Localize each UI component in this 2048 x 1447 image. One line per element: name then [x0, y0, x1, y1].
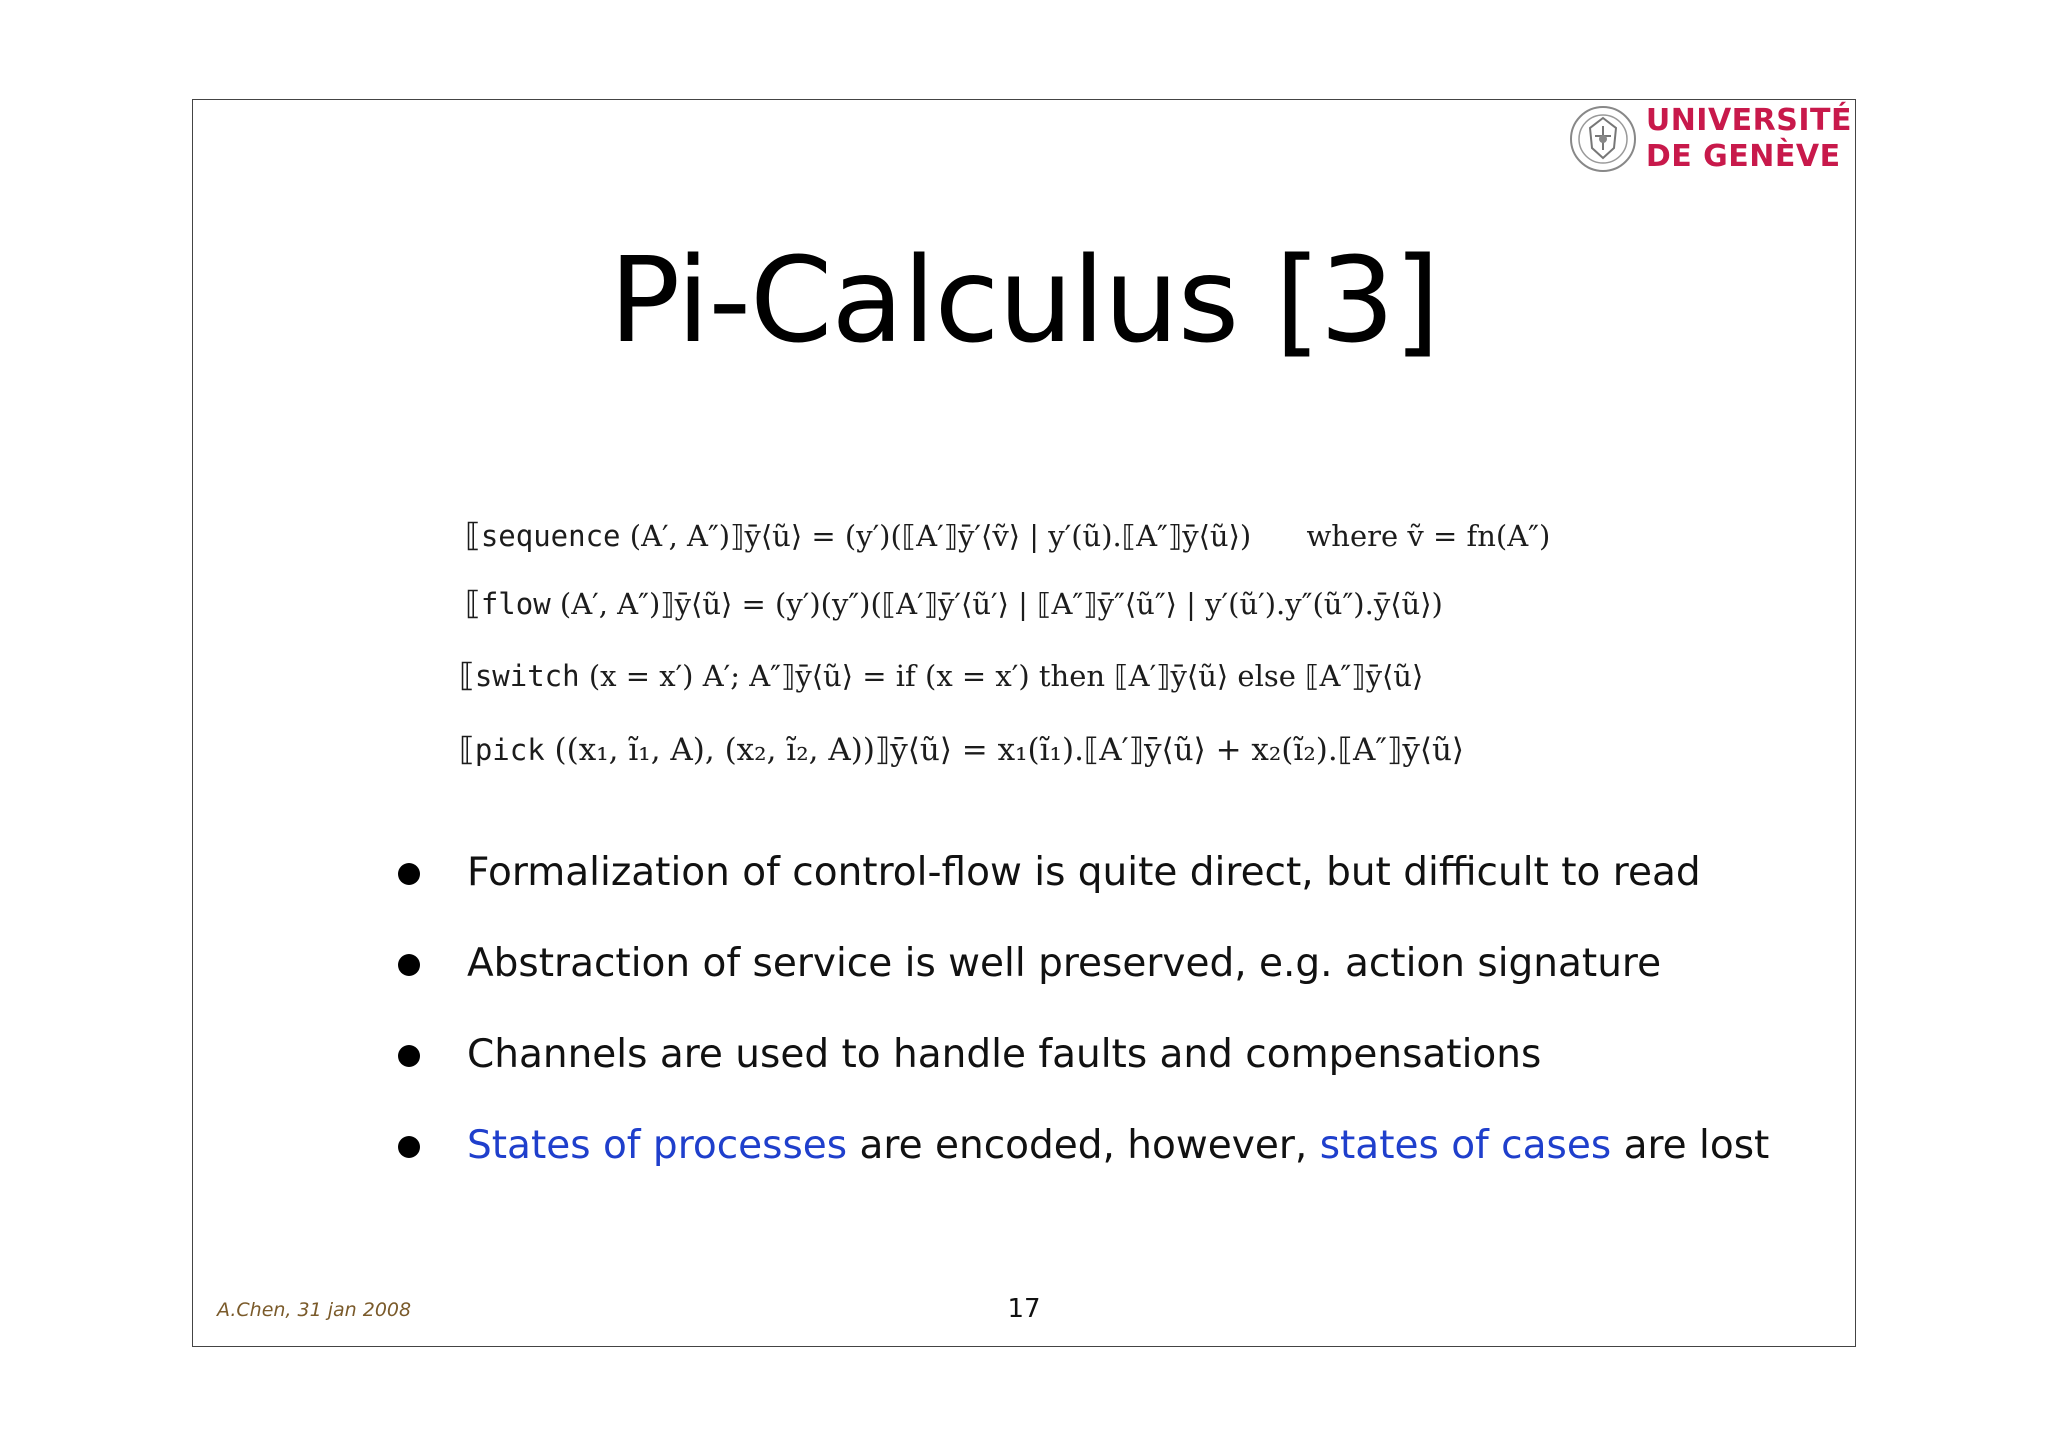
formula-body: (A′, A″)⟧ȳ⟨ũ⟩ = (y′)(y″)(⟦A′⟧ȳ′⟨ũ′⟩ | ⟦A″⟧ȳ″⟨ũ″⟩ | y′(ũ′).y″(ũ″).ȳ⟨ũ⟩) [559, 587, 1443, 621]
bullet-text-part: Formalization of control-flow is quite direct, but difficult to read [467, 850, 1701, 895]
formula-where: where ṽ = fn(A″) [1306, 519, 1551, 553]
bullet-text-part: are lost [1611, 1123, 1770, 1168]
bullet-text-part: are encoded, however, [847, 1123, 1320, 1168]
university-seal-icon [1568, 104, 1638, 174]
formula-flow: ⟦flow (A′, A″)⟧ȳ⟨ũ⟩ = (y′)(y″)(⟦A′⟧ȳ′⟨ũ′⟩ | ⟦A″⟧ȳ″⟨ũ″⟩ | y′(ũ′).y″(ũ″).ȳ⟨ũ⟩) [465, 584, 1443, 622]
slide [192, 99, 1856, 1347]
bullet-text [467, 1121, 1769, 1171]
bullet-item [398, 848, 1701, 939]
formula-sequence: ⟦sequence (A′, A″)⟧ȳ⟨ũ⟩ = (y′)(⟦A′⟧ȳ′⟨ṽ⟩ | y′(ũ).⟦A″⟧ȳ⟨ũ⟩) where ṽ = fn(A″) [465, 516, 1551, 554]
bullet-text [467, 1030, 1541, 1080]
formula-keyword: pick [474, 733, 545, 767]
footer-author-date: A.Chen, 31 jan 2008 [217, 1299, 412, 1321]
logo-line-2: DE GENÈVE [1645, 139, 1841, 174]
formula-keyword: flow [480, 587, 551, 621]
formula-body: ((x₁, ĩ₁, A), (x₂, ĩ₂, A))⟧ȳ⟨ũ⟩ = x₁(ĩ₁).⟦A′⟧ȳ⟨ũ⟩ + x₂(ĩ₂).⟦A″⟧ȳ⟨ũ⟩ [554, 732, 1465, 768]
bullet-text-part: Abstraction of service is well preserved, e.g. action signature [467, 941, 1662, 986]
bullet-text-part: Channels are used to handle faults and compensations [467, 1032, 1542, 1077]
bullet-dot-icon [398, 1045, 420, 1067]
bullet-text [467, 939, 1661, 989]
formula-body: (A′, A″)⟧ȳ⟨ũ⟩ = (y′)(⟦A′⟧ȳ′⟨ṽ⟩ | y′(ũ).⟦A″⟧ȳ⟨ũ⟩) [629, 519, 1252, 553]
slide-title: Pi-Calculus [3] [609, 231, 1439, 369]
bullet-text [467, 848, 1701, 898]
formula-body: (x = x′) A′; A″⟧ȳ⟨ũ⟩ = if (x = x′) then ⟦A′⟧ȳ⟨ũ⟩ else ⟦A″⟧ȳ⟨ũ⟩ [588, 659, 1424, 693]
highlighted-text: States of processes [467, 1123, 848, 1168]
formula-keyword: sequence [480, 519, 621, 553]
formula-switch: ⟦switch (x = x′) A′; A″⟧ȳ⟨ũ⟩ = if (x = x′) then ⟦A′⟧ȳ⟨ũ⟩ else ⟦A″⟧ȳ⟨ũ⟩ [459, 656, 1424, 694]
bullet-dot-icon [398, 1136, 420, 1158]
highlighted-text: states of cases [1319, 1123, 1612, 1168]
logo-line-1: UNIVERSITÉ [1645, 103, 1852, 138]
bullet-dot-icon [398, 954, 420, 976]
bullet-item [398, 1121, 1770, 1212]
bullet-item [398, 939, 1698, 1030]
logo-wordmark [1646, 103, 1852, 175]
formula-keyword: switch [474, 659, 580, 693]
bullet-dot-icon [398, 863, 420, 885]
page-number: 17 [1007, 1294, 1041, 1324]
formula-pick: ⟦pick ((x₁, ĩ₁, A), (x₂, ĩ₂, A))⟧ȳ⟨ũ⟩ = x₁(ĩ₁).⟦A′⟧ȳ⟨ũ⟩ + x₂(ĩ₂).⟦A″⟧ȳ⟨ũ⟩ [459, 730, 1465, 768]
bullet-list [398, 848, 1770, 1212]
bullet-item [398, 1030, 1698, 1121]
university-logo [1568, 103, 1852, 175]
